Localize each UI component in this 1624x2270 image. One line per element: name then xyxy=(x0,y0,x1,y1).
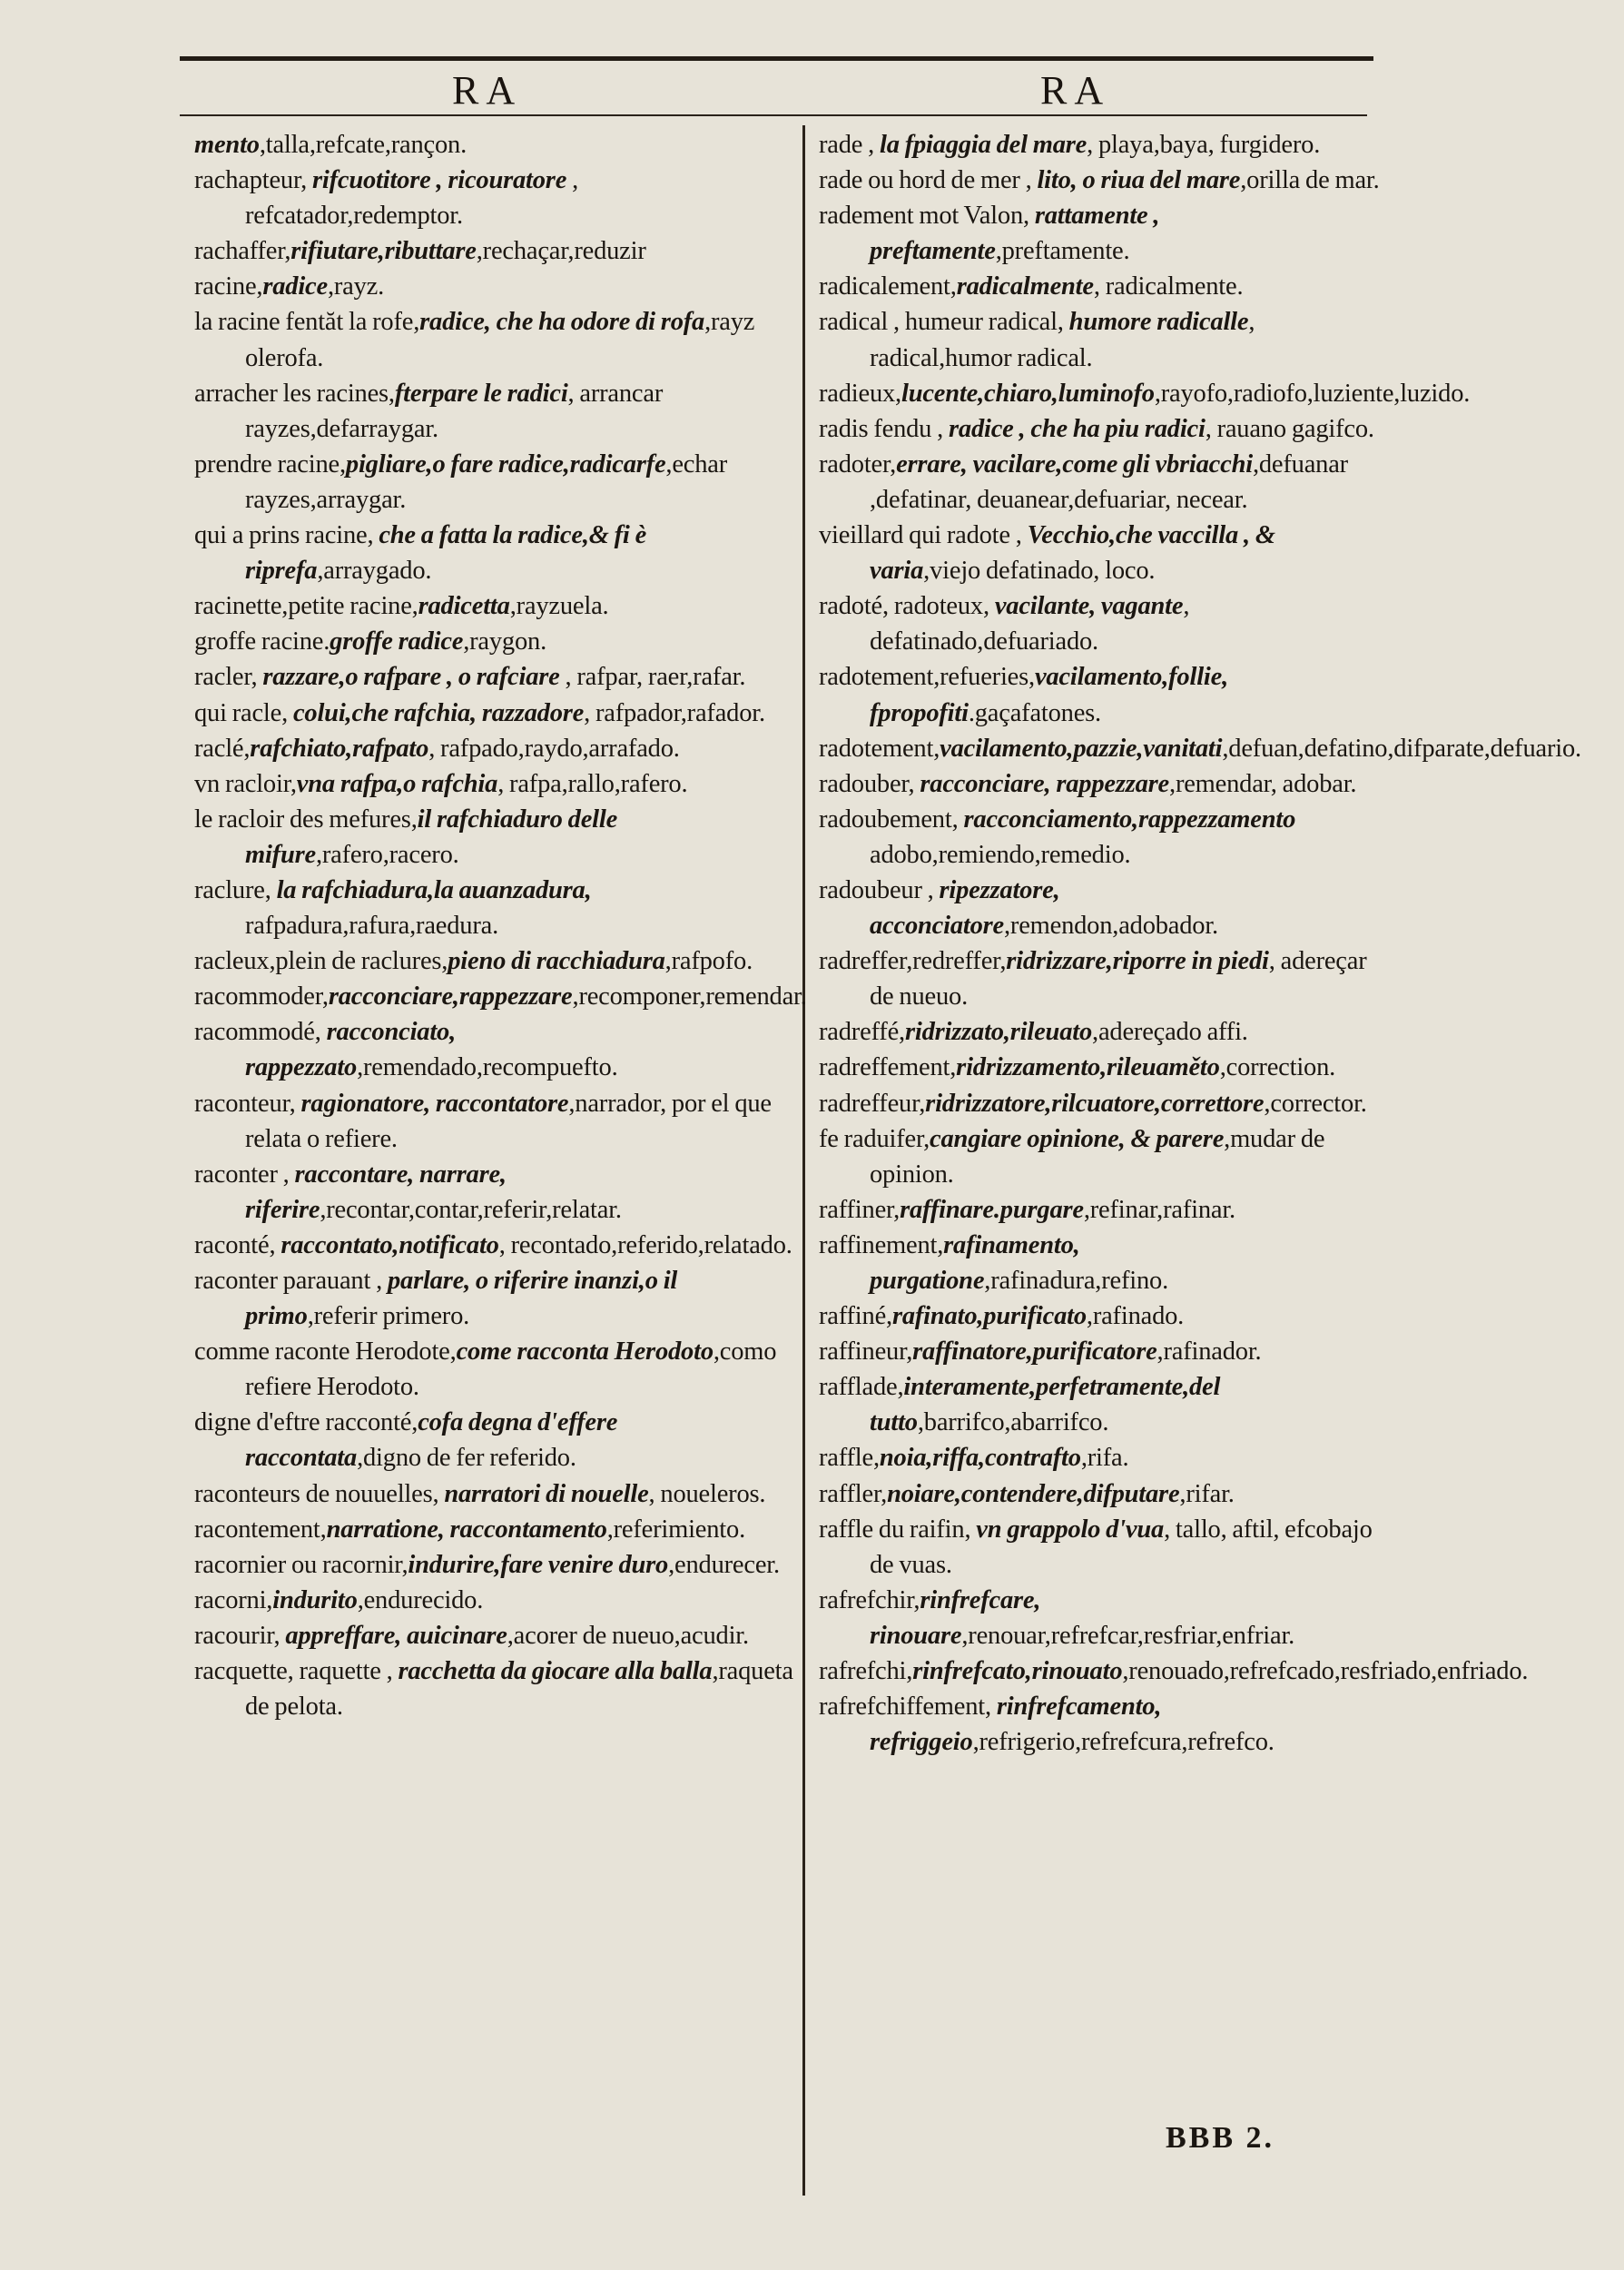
italian-gloss: raffinatore,purificatore xyxy=(912,1337,1157,1367)
entry-text: racleux,plein de raclures, xyxy=(194,947,448,976)
dictionary-entry xyxy=(194,269,797,304)
dictionary-entry xyxy=(819,163,1382,198)
entry-text: raffiné, xyxy=(819,1302,892,1331)
entry-text: ,remendon,adobador. xyxy=(1003,912,1218,941)
entry-text: radoubement, xyxy=(819,804,964,834)
entry-text: raclure, xyxy=(194,875,277,904)
entry-text: ,mudar de opinion. xyxy=(870,1124,1325,1189)
italian-gloss: ridrizzamento,rileuaměto xyxy=(956,1053,1220,1082)
dictionary-entry xyxy=(819,1121,1382,1192)
italian-gloss: rinfrefcamento, refriggeio xyxy=(870,1693,1162,1757)
entry-text: rafpadura,rafura,raedura. xyxy=(245,912,498,941)
signature-mark: BBB 2. xyxy=(1166,2121,1275,2155)
entry-text: ,rafpofo. xyxy=(664,947,753,976)
entry-text: , refcatador,redemptor. xyxy=(245,166,579,231)
italian-gloss: ridrizzato,rileuato xyxy=(904,1018,1093,1047)
entry-text: ,rafinadura,refino. xyxy=(984,1267,1168,1295)
italian-gloss: racconciare,rappezzare xyxy=(328,982,573,1012)
entry-text: raconter , xyxy=(194,1160,295,1189)
entry-text: qui racle, xyxy=(194,698,293,727)
dictionary-entry xyxy=(194,1014,797,1085)
entry-text: radoubeur , xyxy=(819,875,940,904)
italian-gloss: radice, che ha odore di rofa xyxy=(419,308,705,337)
italian-gloss: racconciamento,rappezzamento xyxy=(963,804,1296,834)
right-column xyxy=(819,127,1581,1760)
italian-gloss: racconciare, rappezzare xyxy=(920,769,1170,798)
entry-text: ,rechaçar,reduzir xyxy=(476,237,646,266)
entry-text: radieux, xyxy=(819,379,901,408)
dictionary-entry xyxy=(819,1583,1382,1653)
entry-text: raconteurs de nouuelles, xyxy=(194,1479,445,1508)
dictionary-entry xyxy=(819,1440,1382,1476)
dictionary-entry xyxy=(819,411,1382,447)
entry-text: racinette,petite racine, xyxy=(194,592,418,621)
dictionary-entry xyxy=(194,1157,797,1228)
entry-text: racine, xyxy=(194,272,263,301)
entry-text: ,arraygado. xyxy=(317,557,432,586)
entry-text: ,talla,refcate,rançon. xyxy=(259,131,468,159)
dictionary-entry xyxy=(819,1476,1382,1512)
italian-gloss: come racconta Herodoto xyxy=(456,1337,714,1367)
entry-text: radreffé, xyxy=(819,1018,905,1047)
entry-text: ,como refiere Herodoto. xyxy=(245,1337,777,1402)
entry-text: rafrefchi, xyxy=(819,1657,913,1686)
dictionary-entry xyxy=(194,1334,797,1405)
entry-text: ,defuan,defatino,difparate,defuario. xyxy=(1222,734,1581,763)
entry-text: raconteur, xyxy=(194,1089,301,1118)
dictionary-entry xyxy=(194,1618,797,1653)
italian-gloss: ridrizzatore,rilcuatore,correttore xyxy=(925,1089,1265,1118)
entry-text: ,echar rayzes,arraygar. xyxy=(245,449,728,514)
italian-gloss: pieno di racchiadura xyxy=(448,947,665,976)
entry-text: ,defuanar ,defatinar, deuanear,defuariar, necear. xyxy=(870,449,1348,514)
dictionary-entry xyxy=(819,447,1382,518)
italian-gloss: rinfrefcare, rinouare xyxy=(870,1585,1041,1650)
italian-gloss: vn grappolo d'vua xyxy=(976,1515,1165,1544)
dictionary-entry xyxy=(819,198,1382,269)
entry-text: ,endurecer. xyxy=(668,1550,780,1579)
entry-text: vn racloir, xyxy=(194,769,297,798)
dictionary-entry xyxy=(194,304,797,375)
entry-text: , recontado,referido,relatado. xyxy=(498,1230,792,1259)
dictionary-entry xyxy=(194,447,797,518)
dictionary-entry xyxy=(819,588,1382,659)
dictionary-entry xyxy=(819,1653,1529,1689)
entry-text: , radicalmente. xyxy=(1093,272,1244,301)
entry-text: racornier ou racornir, xyxy=(194,1550,408,1579)
entry-text: ,rifar. xyxy=(1179,1479,1235,1508)
dictionary-entry xyxy=(819,873,1382,943)
dictionary-entry xyxy=(194,233,797,269)
entry-text: .gaçafatones. xyxy=(968,698,1101,727)
entry-text: , radical,humor radical. xyxy=(870,308,1255,372)
dictionary-entry xyxy=(194,127,797,163)
italian-gloss: humore radicalle xyxy=(1068,308,1249,337)
entry-text: qui a prins racine, xyxy=(194,521,379,550)
italian-gloss: ripezzatore, acconciatore xyxy=(870,875,1060,941)
italian-gloss: radicalmente xyxy=(956,272,1094,301)
right-running-head: RA xyxy=(1040,68,1111,113)
entry-text: ,correction. xyxy=(1219,1053,1336,1082)
italian-gloss: vna rafpa,o rafchia xyxy=(296,769,498,798)
entry-text: ,referir primero. xyxy=(307,1302,470,1331)
italian-gloss: errare, vacilare,come gli vbriacchi xyxy=(896,449,1253,479)
dictionary-entry xyxy=(194,1653,797,1724)
entry-text: adobo,remiendo,remedio. xyxy=(870,840,1131,869)
dictionary-entry xyxy=(819,1369,1382,1440)
italian-gloss: mento xyxy=(194,131,260,159)
dictionary-entry xyxy=(819,1050,1382,1085)
dictionary-entry xyxy=(819,518,1382,588)
italian-gloss: cangiare opinione, & parere xyxy=(930,1124,1225,1153)
dictionary-entry xyxy=(819,127,1382,163)
entry-text: radement mot Valon, xyxy=(819,202,1035,231)
entry-text: rade , xyxy=(819,131,881,159)
entry-text: vieillard qui radote , xyxy=(819,521,1028,550)
dictionary-entry xyxy=(194,659,797,695)
italian-gloss: razzare,o rafpare , o rafciare xyxy=(262,663,560,692)
dictionary-entry xyxy=(819,1512,1382,1583)
entry-text: racquette, raquette , xyxy=(194,1657,399,1686)
dictionary-entry xyxy=(194,696,797,731)
dictionary-entry xyxy=(194,588,797,624)
italian-gloss: vacilamento,pazzie,vanitati xyxy=(940,734,1223,763)
entry-text: ,rifa. xyxy=(1080,1444,1129,1473)
entry-text: rachaffer, xyxy=(194,237,291,266)
dictionary-entry xyxy=(194,1263,797,1334)
dictionary-entry xyxy=(819,376,1471,411)
dictionary-entry xyxy=(194,163,797,233)
entry-text: digne d'eftre racconté, xyxy=(194,1408,418,1437)
dictionary-entry xyxy=(819,304,1382,375)
entry-text: fe raduifer, xyxy=(819,1124,930,1153)
italian-gloss: ragionatore, raccontatore xyxy=(300,1089,569,1118)
entry-text: ,rayofo,radiofo,luziente,luzido. xyxy=(1154,379,1471,408)
entry-text: ,referimiento. xyxy=(606,1515,745,1544)
dictionary-entry xyxy=(194,766,797,802)
italian-gloss: lucente,chiaro,luminofo xyxy=(901,379,1155,408)
dictionary-entry xyxy=(194,873,797,943)
italian-gloss: rafinamento, purgatione xyxy=(870,1230,1080,1295)
italian-gloss: interamente,perfetramente,del tutto xyxy=(870,1373,1221,1437)
italian-gloss: radice xyxy=(262,272,328,301)
entry-text: ,digno de fer referido. xyxy=(357,1444,576,1473)
entry-text: racler, xyxy=(194,663,263,692)
italian-gloss: indurire,fare venire duro xyxy=(408,1550,669,1579)
dictionary-entry xyxy=(194,624,797,659)
italian-gloss: ridrizzare,riporre in piedi xyxy=(1006,947,1269,976)
entry-text: , defatinado,defuariado. xyxy=(870,592,1190,656)
entry-text: ,renouado,refrefcado,resfriado,enfriado. xyxy=(1122,1657,1529,1686)
entry-text: ,remendado,recompuefto. xyxy=(357,1053,618,1082)
entry-text: rade ou hord de mer , xyxy=(819,166,1038,195)
dictionary-entry xyxy=(194,979,807,1014)
entry-text: raffle, xyxy=(819,1444,880,1473)
entry-text: ,rayz. xyxy=(327,272,385,301)
italian-gloss: cofa degna d'effere raccontata xyxy=(245,1408,618,1473)
entry-text: raffle du raifin, xyxy=(819,1515,977,1544)
entry-text: la racine fentăt la rofe, xyxy=(194,308,420,337)
entry-text: ,barrifco,abarrifco. xyxy=(917,1408,1109,1437)
entry-text: ,acorer de nueuo,acudir. xyxy=(507,1621,749,1650)
dictionary-entry xyxy=(819,659,1382,730)
entry-text: rafrefchiffement, xyxy=(819,1693,997,1722)
entry-text: ,rafero,racero. xyxy=(315,840,459,869)
dictionary-entry xyxy=(194,1547,797,1583)
entry-text: , arrancar rayzes,defarraygar. xyxy=(245,379,664,443)
entry-text: , adereçar de nueuo. xyxy=(870,947,1367,1012)
entry-text: ,rafinador. xyxy=(1156,1337,1262,1367)
italian-gloss: indurito xyxy=(272,1585,358,1614)
italian-gloss: fterpare le radici xyxy=(394,379,568,408)
italian-gloss: groffe radice xyxy=(330,627,464,656)
italian-gloss: che a fatta la radice,& fi è riprefa xyxy=(245,521,647,586)
dictionary-entry xyxy=(819,1298,1382,1334)
dictionary-entry xyxy=(819,1228,1382,1298)
italian-gloss: radice , che ha piu radici xyxy=(949,414,1206,443)
dictionary-entry xyxy=(194,518,797,588)
italian-gloss: rinfrefcato,rinouato xyxy=(912,1657,1123,1686)
entry-text: , rauano gagifco. xyxy=(1205,414,1374,443)
dictionary-entry xyxy=(819,943,1382,1014)
entry-text: ,refrigerio,refrefcura,refrefco. xyxy=(972,1728,1275,1757)
column-divider xyxy=(802,125,805,2196)
entry-text: , rafpar, raer,rafar. xyxy=(559,663,746,692)
italian-gloss: vacilante, vagante xyxy=(994,592,1184,621)
entry-text: , playa,baya, furgidero. xyxy=(1087,131,1321,159)
entry-text: ,rafinado. xyxy=(1086,1302,1185,1331)
entry-text: radreffer,redreffer, xyxy=(819,947,1007,976)
entry-text: ,raqueta de pelota. xyxy=(245,1657,793,1722)
dictionary-entry xyxy=(819,1086,1382,1121)
entry-text: raffiner, xyxy=(819,1195,901,1224)
entry-text: rafflade, xyxy=(819,1373,904,1402)
entry-text: ,raygon. xyxy=(463,627,547,656)
dictionary-entry xyxy=(194,1405,797,1476)
entry-text: racourir, xyxy=(194,1621,286,1650)
dictionary-entry xyxy=(819,269,1382,304)
italian-gloss: la rafchiadura,la auanzadura, xyxy=(276,875,592,904)
italian-gloss: noiare,contendere,difputare xyxy=(887,1479,1180,1508)
header-rule xyxy=(180,114,1367,116)
dictionary-entry xyxy=(194,1228,797,1263)
italian-gloss: racchetta da giocare alla balla xyxy=(398,1657,713,1686)
italian-gloss: narratori di nouelle xyxy=(444,1479,649,1508)
italian-gloss: rifiutare,ributtare xyxy=(290,237,477,266)
entry-text: rafrefchir, xyxy=(819,1585,920,1614)
entry-text: racommodé, xyxy=(194,1018,327,1047)
italian-gloss: raffinare.purgare xyxy=(900,1195,1084,1224)
italian-gloss: rafinato,purificato xyxy=(891,1302,1087,1331)
italian-gloss: rifcuotitore , ricouratore xyxy=(311,166,567,195)
left-column xyxy=(194,127,807,1724)
entry-text: racommoder, xyxy=(194,982,329,1012)
entry-text: , rafpado,raydo,arrafado. xyxy=(428,734,680,763)
entry-text: radreffeur, xyxy=(819,1089,926,1118)
italian-gloss: narratione, raccontamento xyxy=(326,1515,607,1544)
entry-text: racontement, xyxy=(194,1515,327,1544)
entry-text: , tallo, aftil, efcobajo de vuas. xyxy=(870,1515,1373,1579)
entry-text: radoté, radoteux, xyxy=(819,592,995,621)
entry-text: ,orilla de mar. xyxy=(1240,166,1380,195)
italian-gloss: raccontare, narrare, riferire xyxy=(245,1160,507,1224)
italian-gloss: vacilamento,follie, fpropofiti xyxy=(870,663,1229,727)
entry-text: raconté, xyxy=(194,1230,281,1259)
italian-gloss: radicetta xyxy=(418,592,510,621)
italian-gloss: raccontato,notificato xyxy=(281,1230,499,1259)
dictionary-entry xyxy=(819,1334,1382,1369)
dictionary-entry xyxy=(194,1583,797,1618)
entry-text: radouber, xyxy=(819,769,920,798)
dictionary-entry xyxy=(194,943,797,979)
entry-text: ,rayz olerofa. xyxy=(245,308,755,372)
entry-text: ,recomponer,remendar. xyxy=(572,982,807,1012)
dictionary-entry xyxy=(819,1689,1382,1760)
entry-text: radotement, xyxy=(819,734,940,763)
entry-text: ,corrector. xyxy=(1264,1089,1367,1118)
dictionary-entry xyxy=(194,1086,797,1157)
entry-text: arracher les racines, xyxy=(194,379,395,408)
entry-text: , rafpador,rafador. xyxy=(584,698,765,727)
dictionary-entry xyxy=(194,1476,797,1512)
entry-text: ,renouar,refrefcar,resfriar,enfriar. xyxy=(961,1621,1295,1650)
top-rule xyxy=(180,56,1373,61)
entry-text: raffler, xyxy=(819,1479,888,1508)
entry-text: racorni, xyxy=(194,1585,273,1614)
dictionary-entry xyxy=(194,731,797,766)
entry-text: groffe racine. xyxy=(194,627,330,656)
italian-gloss: appreffare, auicinare xyxy=(285,1621,507,1650)
entry-text: le racloir des mefures, xyxy=(194,804,418,834)
entry-text: radical , humeur radical, xyxy=(819,308,1069,337)
italian-gloss: la fpiaggia del mare xyxy=(880,131,1088,159)
entry-text: radicalement, xyxy=(819,272,957,301)
entry-text: ,narrador, por el que relata o refiere. xyxy=(245,1089,772,1153)
dictionary-entry xyxy=(819,766,1382,802)
entry-text: radoter, xyxy=(819,449,897,479)
entry-text: radis fendu , xyxy=(819,414,949,443)
italian-gloss: colui,che rafchia, razzadore xyxy=(292,698,585,727)
entry-text: raffineur, xyxy=(819,1337,913,1367)
entry-text: , rafpa,rallo,rafero. xyxy=(497,769,688,798)
italian-gloss: lito, o riua del mare xyxy=(1037,166,1241,195)
italian-gloss: parlare, o riferire inanzi,o il primo xyxy=(245,1267,678,1331)
entry-text: radreffement, xyxy=(819,1053,957,1082)
italian-gloss: rattamente , preftamente xyxy=(870,202,1160,266)
entry-text: comme raconte Herodote, xyxy=(194,1337,457,1367)
dictionary-entry xyxy=(819,1192,1382,1228)
entry-text: raclé, xyxy=(194,734,251,763)
italian-gloss: rafchiato,rafpato xyxy=(250,734,429,763)
dictionary-entry xyxy=(194,376,797,447)
italian-gloss: Vecchio,che vaccilla , & varia xyxy=(870,521,1275,586)
entry-text: ,endurecido. xyxy=(357,1585,484,1614)
entry-text: ,remendar, adobar. xyxy=(1169,769,1357,798)
italian-gloss: racconciato, rappezzato xyxy=(245,1018,457,1082)
dictionary-entry xyxy=(819,802,1382,873)
entry-text: ,adereçado affi. xyxy=(1092,1018,1248,1047)
entry-text: radotement,refueries, xyxy=(819,663,1035,692)
entry-text: ,preftamente. xyxy=(995,237,1130,266)
entry-text: ,recontar,contar,referir,relatar. xyxy=(320,1195,622,1224)
entry-text: ,refinar,rafinar. xyxy=(1083,1195,1235,1224)
dictionary-entry xyxy=(819,1014,1382,1050)
entry-text: raconter parauant , xyxy=(194,1267,388,1295)
entry-text: ,viejo defatinado, loco. xyxy=(923,557,1156,586)
dictionary-entry xyxy=(819,731,1581,766)
entry-text: , noueleros. xyxy=(648,1479,766,1508)
entry-text: rachapteur, xyxy=(194,166,312,195)
dictionary-entry xyxy=(194,802,797,873)
dictionary-entry xyxy=(194,1512,797,1547)
italian-gloss: il rafchiaduro delle mifure xyxy=(245,804,618,869)
left-running-head: RA xyxy=(452,68,523,113)
entry-text: raffinement, xyxy=(819,1230,944,1259)
italian-gloss: pigliare,o fare radice,radicarfe xyxy=(345,449,666,479)
italian-gloss: noia,riffa,contrafto xyxy=(879,1444,1081,1473)
entry-text: ,rayzuela. xyxy=(509,592,609,621)
entry-text: prendre racine, xyxy=(194,449,346,479)
